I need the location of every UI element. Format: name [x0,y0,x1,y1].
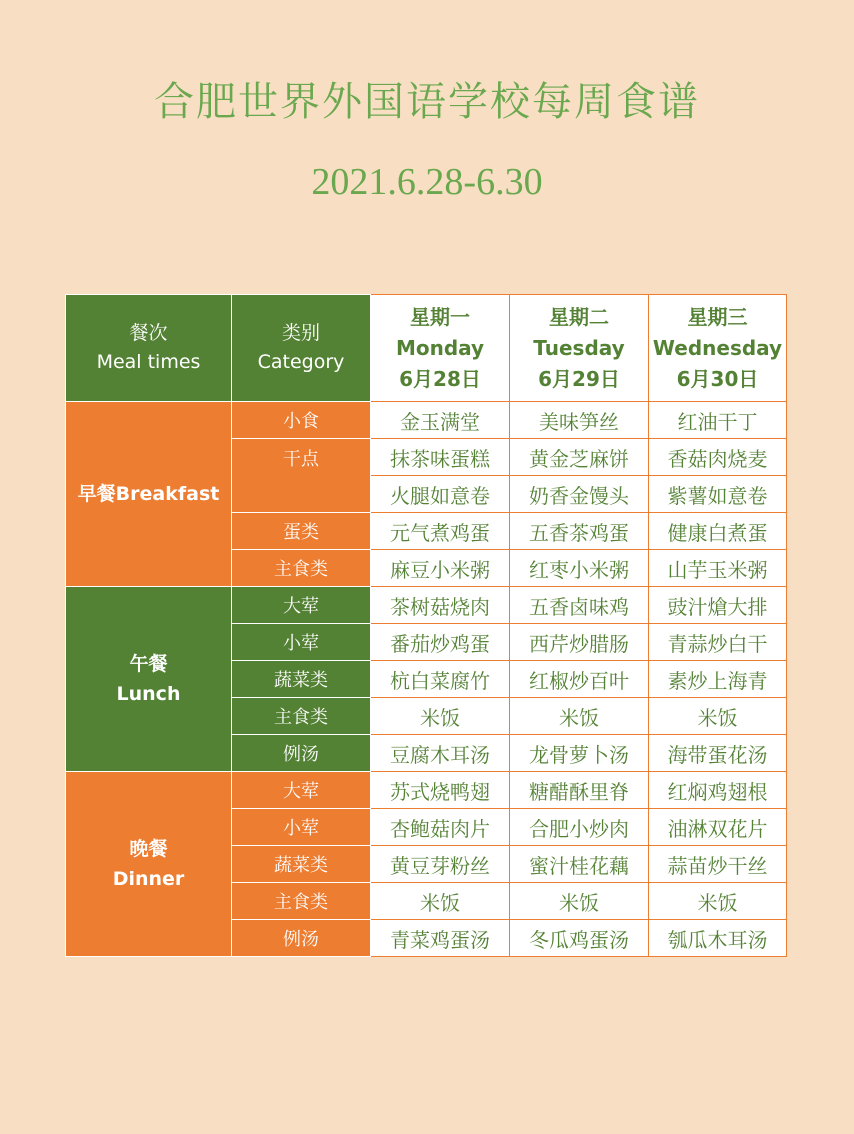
meal-lunch [66,587,232,772]
category-cell: 主食类 [232,698,371,735]
dish-cell: 米饭 [649,883,787,920]
day-en: Wednesday [652,335,783,360]
dish-cell: 冬瓜鸡蛋汤 [510,920,649,957]
dish-cell: 黄金芝麻饼 [510,439,649,476]
dish-cell: 五香茶鸡蛋 [510,513,649,550]
category-cell: 例汤 [232,735,371,772]
dish-cell: 红椒炒百叶 [510,661,649,698]
header-meal-times-cn: 餐次 [129,322,168,344]
dish-cell: 米饭 [371,883,510,920]
table-row [66,772,787,809]
dish-cell: 杏鲍菇肉片 [371,809,510,846]
dish-cell: 山芋玉米粥 [649,550,787,587]
dish-cell: 豆腐木耳汤 [371,735,510,772]
meal-breakfast [66,402,232,587]
day-en: Tuesday [533,335,625,360]
header-day-tuesday [510,295,649,402]
table-row [66,402,787,439]
category-cell: 蔬菜类 [232,661,371,698]
day-date: 6月30日 [676,366,759,391]
dish-cell: 米饭 [510,883,649,920]
dish-cell: 黄豆芽粉丝 [371,846,510,883]
dish-cell: 奶香金馒头 [510,476,649,513]
header-category [232,295,371,402]
day-cn: 星期三 [687,304,748,329]
category-cell: 干点 [232,439,371,513]
category-cell: 例汤 [232,920,371,957]
header-category-cn: 类别 [281,322,320,344]
category-cell: 小荤 [232,809,371,846]
category-cell: 蛋类 [232,513,371,550]
dish-cell: 糖醋酥里脊 [510,772,649,809]
dish-cell: 健康白煮蛋 [649,513,787,550]
header-category-en: Category [257,351,345,373]
meal-dinner [66,772,232,957]
category-cell: 主食类 [232,883,371,920]
dish-cell: 苏式烧鸭翅 [371,772,510,809]
dish-cell: 西芹炒腊肠 [510,624,649,661]
meal-dinner-label-en: Dinner [112,868,185,890]
dish-cell: 香菇肉烧麦 [649,439,787,476]
day-date: 6月28日 [399,366,481,391]
weekly-menu-table [65,294,787,957]
dish-cell: 合肥小炒肉 [510,809,649,846]
table-header-row [66,295,787,402]
dish-cell: 米饭 [371,698,510,735]
day-date: 6月29日 [538,366,620,391]
meal-lunch-label-cn: 午餐 [129,653,168,675]
meal-breakfast-label: 早餐Breakfast [77,483,220,505]
dish-cell: 红焖鸡翅根 [649,772,787,809]
day-en: Monday [395,335,485,360]
dish-cell: 蜜汁桂花藕 [510,846,649,883]
dish-cell: 青菜鸡蛋汤 [371,920,510,957]
dish-cell: 米饭 [510,698,649,735]
dish-cell: 抹茶味蛋糕 [371,439,510,476]
meal-dinner-label-cn: 晚餐 [129,838,168,860]
dish-cell: 火腿如意卷 [371,476,510,513]
dish-cell: 茶树菇烧肉 [371,587,510,624]
dish-cell: 美味笋丝 [510,402,649,439]
dish-cell: 元气煮鸡蛋 [371,513,510,550]
dish-cell: 番茄炒鸡蛋 [371,624,510,661]
category-cell: 主食类 [232,550,371,587]
dish-cell: 红油干丁 [649,402,787,439]
dish-cell: 杭白菜腐竹 [371,661,510,698]
dish-cell: 海带蛋花汤 [649,735,787,772]
dish-cell: 米饭 [649,698,787,735]
category-cell: 小荤 [232,624,371,661]
dish-cell: 金玉满堂 [371,402,510,439]
meal-lunch-label-en: Lunch [116,683,181,705]
header-meal-times-en: Meal times [96,351,201,373]
category-cell: 蔬菜类 [232,846,371,883]
header-day-wednesday [649,295,787,402]
header-meal-times [66,295,232,402]
dish-cell: 紫薯如意卷 [649,476,787,513]
dish-cell: 青蒜炒白干 [649,624,787,661]
dish-cell: 五香卤味鸡 [510,587,649,624]
day-cn: 星期一 [410,304,470,329]
dish-cell: 蒜苗炒干丝 [649,846,787,883]
dish-cell: 麻豆小米粥 [371,550,510,587]
dish-cell: 油淋双花片 [649,809,787,846]
category-cell: 小食 [232,402,371,439]
dish-cell: 红枣小米粥 [510,550,649,587]
day-cn: 星期二 [549,304,609,329]
dish-cell: 豉汁熗大排 [649,587,787,624]
dish-cell: 素炒上海青 [649,661,787,698]
date-range: 2021.6.28-6.30 [311,161,543,203]
page-title: 合肥世界外国语学校每周食谱 [154,79,700,125]
dish-cell: 龙骨萝卜汤 [510,735,649,772]
category-cell: 大荤 [232,587,371,624]
table-row [66,587,787,624]
category-cell: 大荤 [232,772,371,809]
header-day-monday [371,295,510,402]
dish-cell: 瓠瓜木耳汤 [649,920,787,957]
